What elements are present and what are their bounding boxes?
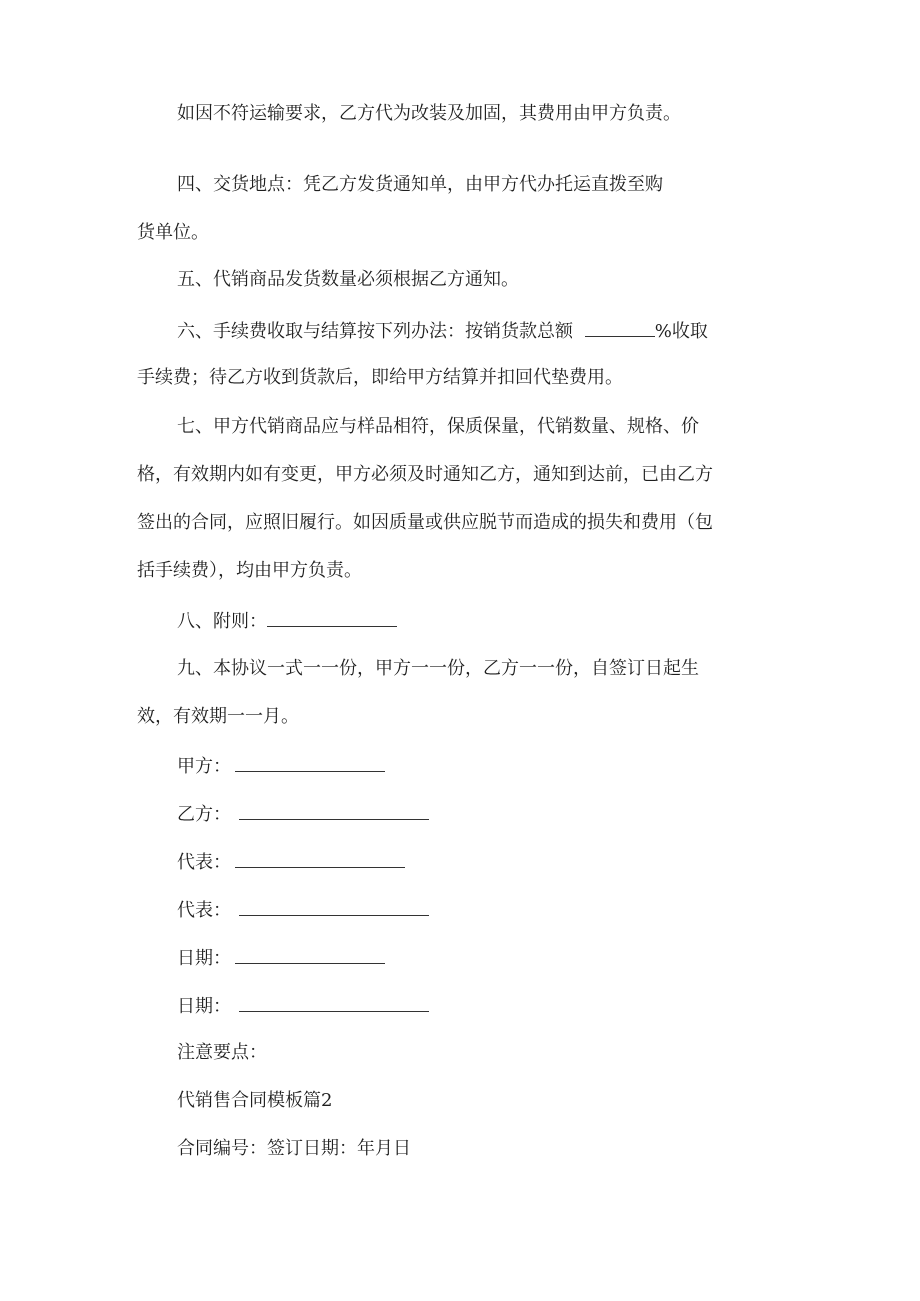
- notes-heading: 注意要点：: [177, 1042, 267, 1063]
- clause-5: 五、代销商品发货数量必须根据乙方通知。: [177, 269, 519, 290]
- rep-a-label: 代表：: [177, 852, 231, 873]
- paragraph-transport: 如因不符运输要求，乙方代为改装及加固，其费用由甲方负责。: [177, 103, 681, 124]
- clause-9-line2: 效，有效期一一月。: [137, 706, 299, 727]
- rep-b-label: 代表：: [177, 900, 231, 921]
- date-a-blank[interactable]: [235, 945, 385, 964]
- clause-6-line2: 手续费；待乙方收到货款后，即给甲方结算并扣回代垫费用。: [137, 367, 623, 388]
- date-a-label: 日期：: [177, 948, 231, 969]
- section-title-2: 代销售合同模板篇2: [177, 1090, 333, 1111]
- contract-number-line: 合同编号：签订日期：年月日: [177, 1138, 411, 1159]
- rep-a-blank[interactable]: [235, 849, 405, 868]
- fee-rate-blank[interactable]: [585, 318, 655, 337]
- date-b-blank[interactable]: [239, 993, 429, 1012]
- clause-4-line2: 货单位。: [137, 222, 209, 243]
- clause-9-line1: 九、本协议一式一一份，甲方一一份，乙方一一份，自签订日起生: [177, 658, 699, 679]
- party-b-blank[interactable]: [239, 801, 429, 820]
- party-a-label: 甲方：: [177, 756, 231, 777]
- rep-b-blank[interactable]: [239, 897, 429, 916]
- clause-6-suffix: %收取: [654, 321, 708, 342]
- signature-party-b: [177, 801, 429, 827]
- date-b: [177, 993, 429, 1019]
- clause-7-line1: 七、甲方代销商品应与样品相符，保质保量，代销数量、规格、价: [177, 416, 699, 437]
- date-a: [177, 945, 385, 971]
- representative-a: [177, 849, 405, 875]
- clause-8-label: 八、附则：: [177, 611, 267, 632]
- clause-6-line1: [177, 318, 708, 344]
- representative-b: [177, 897, 429, 923]
- party-b-label: 乙方：: [177, 804, 231, 825]
- clause-6-text: 六、手续费收取与结算按下列办法：按销货款总额: [177, 321, 573, 342]
- appendix-blank[interactable]: [267, 608, 397, 627]
- clause-4-line1: 四、交货地点：凭乙方发货通知单，由甲方代办托运直拨至购: [177, 174, 663, 195]
- clause-7-line4: 括手续费），均由甲方负责。: [137, 560, 362, 581]
- clause-7-line3: 签出的合同，应照旧履行。如因质量或供应脱节而造成的损失和费用（包: [137, 512, 713, 533]
- date-b-label: 日期：: [177, 996, 231, 1017]
- signature-party-a: [177, 753, 385, 779]
- party-a-blank[interactable]: [235, 753, 385, 772]
- clause-8: [177, 608, 397, 634]
- clause-7-line2: 格，有效期内如有变更，甲方必须及时通知乙方，通知到达前，已由乙方: [137, 464, 713, 485]
